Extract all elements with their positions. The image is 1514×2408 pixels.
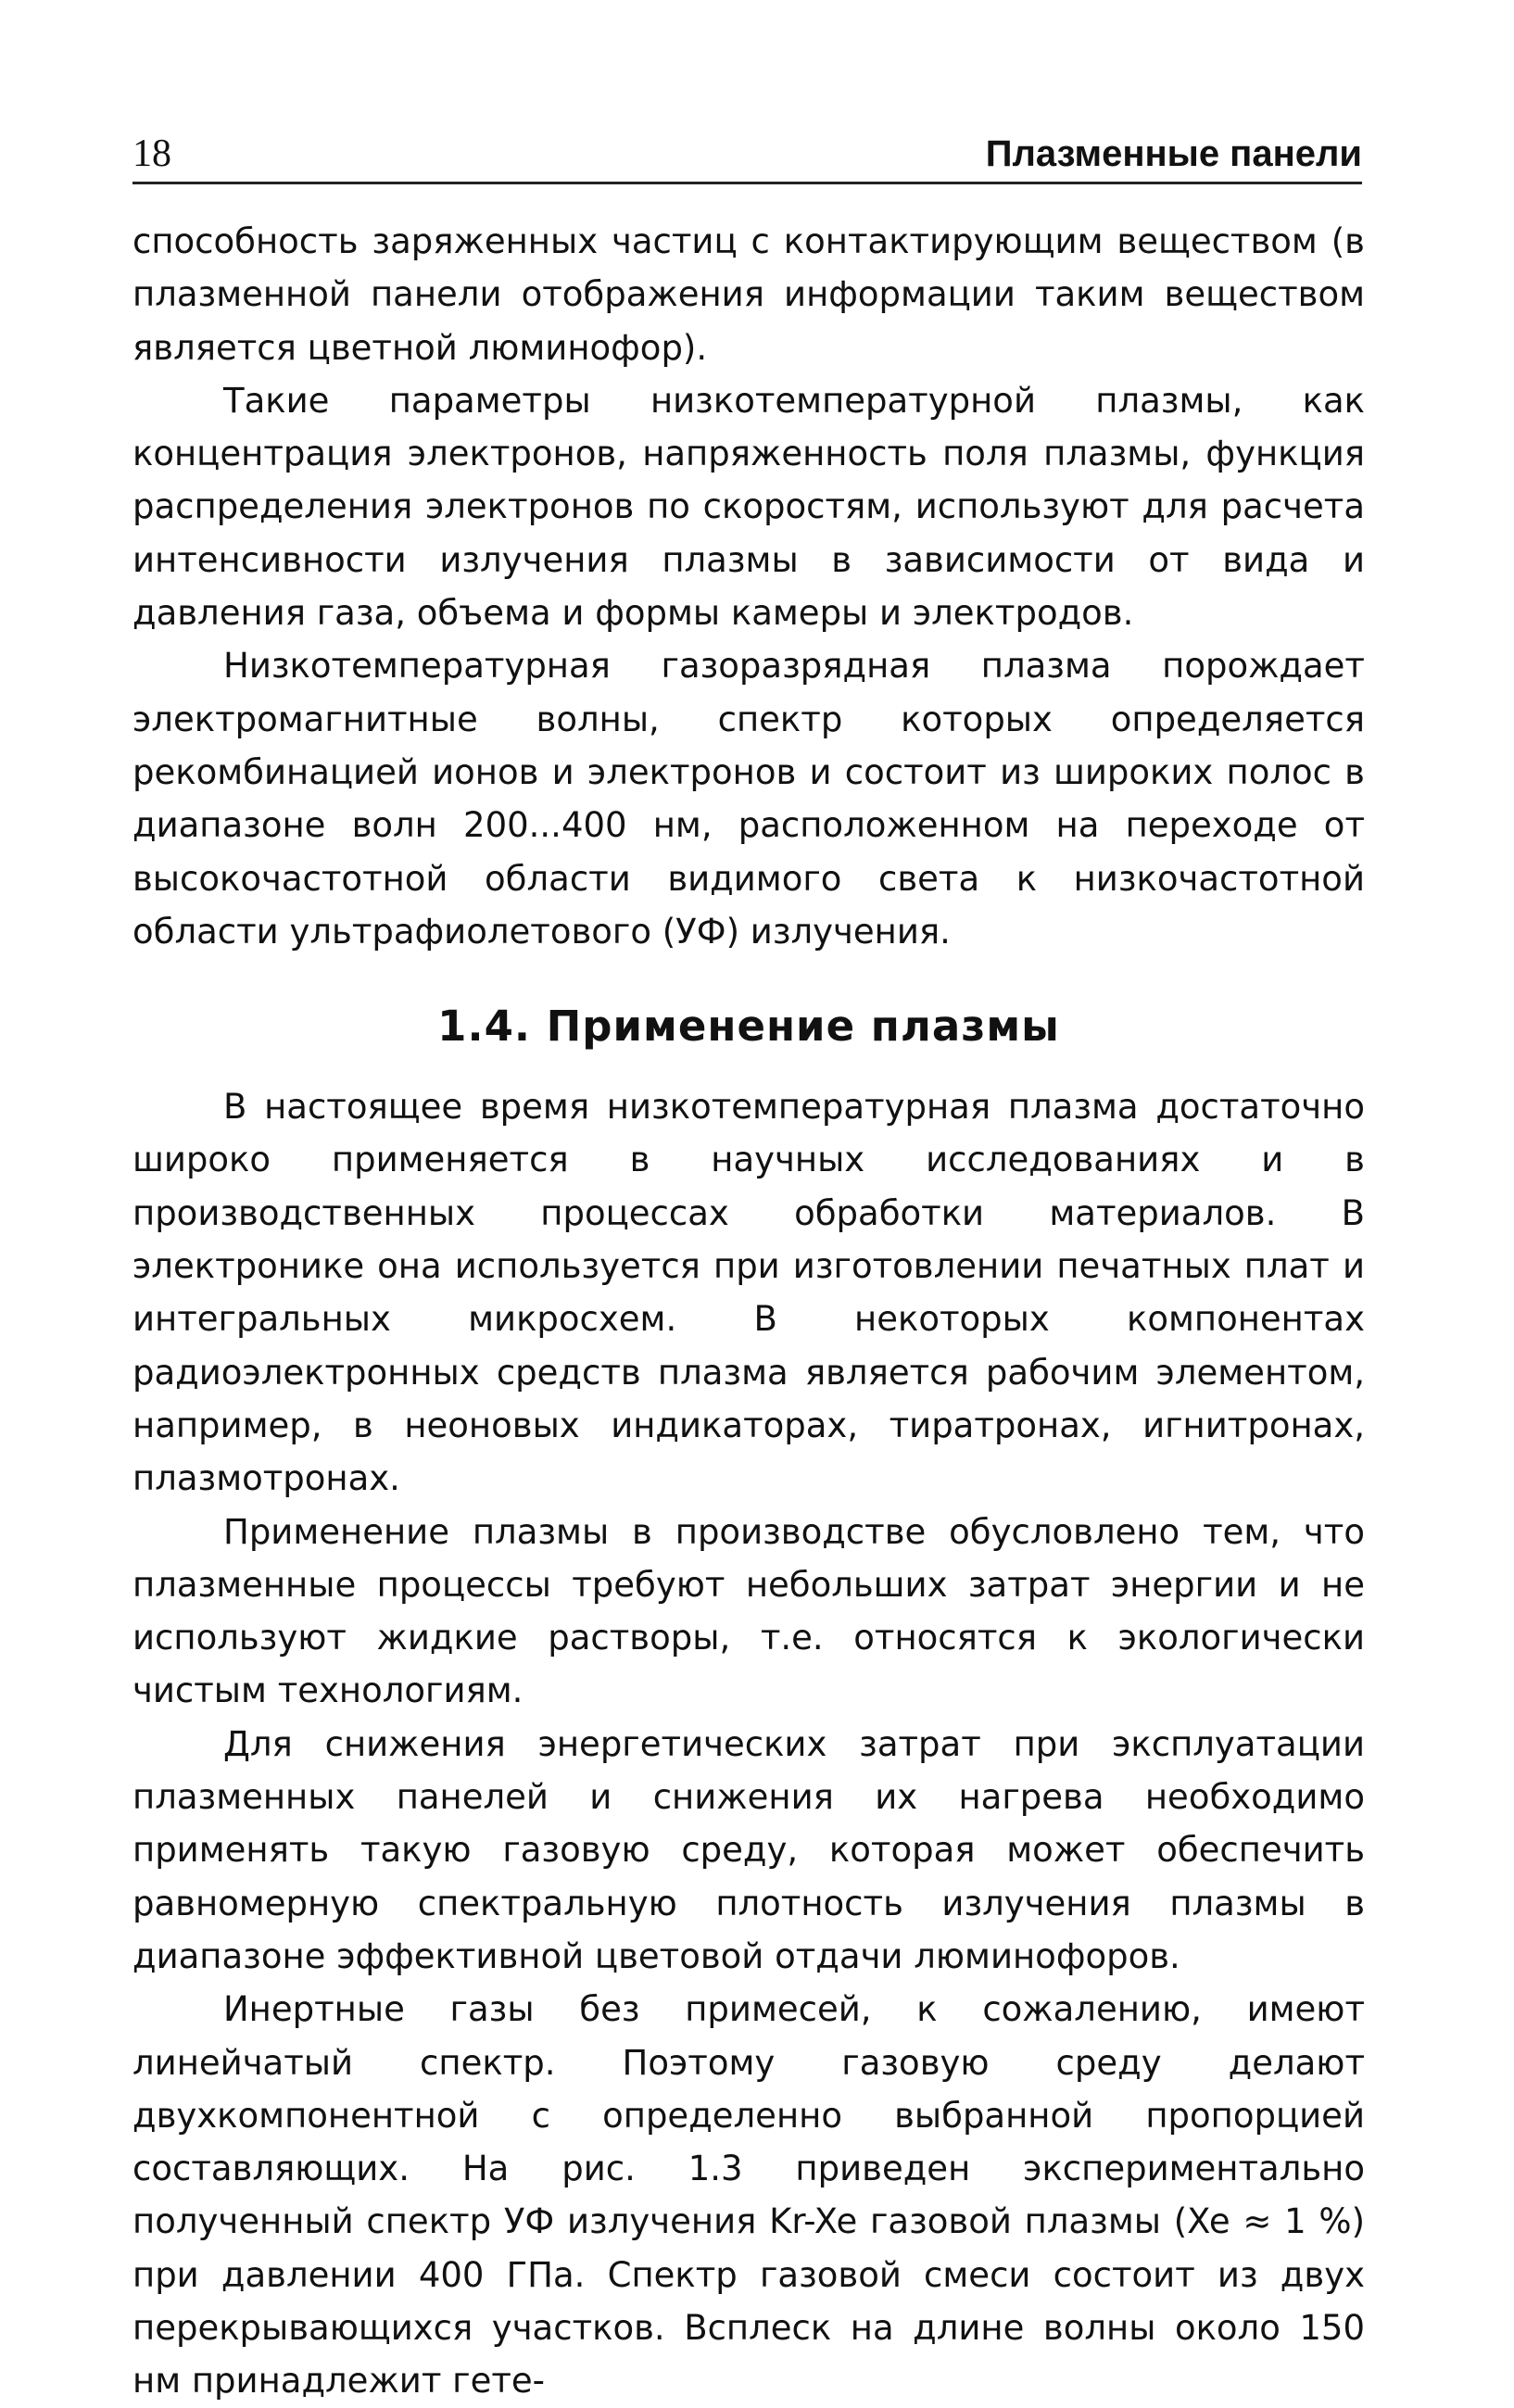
paragraph: В настоящее время низкотемпературная плазма достаточно широко применяется в научных исследованиях и в производственных процессах обработки материалов. В электронике она используется при изготовлении печатных плат и интегральных микросхем. В некоторых компонентах радиоэлектронных средств плазма является рабочим элементом, например, в неоновых индикаторах, тиратронах, игнитронах, плазмотронах. xyxy=(132,1087,1365,1499)
paragraph: Инертные газы без примесей, к сожалению, имеют линейчатый спектр. Поэтому газовую среду делают двухкомпонентной с определенно выбранной пропорцией составляющих. На рис. 1.3 приведен экспериментально полученный спектр УФ излучения Kr-Xe газовой плазмы (Xe ≈ 1 %) при давлении 400 ГПа. Спектр газовой смеси состоит из двух перекрывающихся участков. Всплеск на длине волны около 150 нм принадлежит гете- xyxy=(132,1989,1365,2402)
paragraph: Низкотемпературная газоразрядная плазма порождает электромагнитные волны, спектр которых определяется рекомбинацией ионов и электронов и состоит из широких полос в диапазоне волн 200...400 нм, расположенном на переходе от высокочастотной области видимого света к низкочастотной области ультрафиолетового (УФ) излучения. xyxy=(132,646,1365,952)
page-number: 18 xyxy=(132,132,171,175)
header-rule xyxy=(132,182,1362,184)
paragraph-continued: способность заряженных частиц с контактирующим веществом (в плазменной панели отображения информации таким веществом является цветной люминофор). xyxy=(132,221,1365,368)
section-heading: 1.4. Применение плазмы xyxy=(437,1002,1060,1052)
paragraph: Для снижения энергетических затрат при эксплуатации плазменных панелей и снижения их нагрева необходимо применять такую газовую среду, которая может обеспечить равномерную спектральную плотность излучения плазмы в диапазоне эффективной цветовой отдачи люминофоров. xyxy=(132,1723,1365,1976)
body-text xyxy=(132,215,1365,2408)
paragraph: Применение плазмы в производстве обусловлено тем, что плазменные процессы требуют небольших затрат энергии и не используют жидкие растворы, т.е. относятся к экологически чистым технологиям. xyxy=(132,1511,1365,1711)
page-header xyxy=(132,130,1362,178)
paragraph: Такие параметры низкотемпературной плазмы, как концентрация электронов, напряженность поля плазмы, функция распределения электронов по скоростям, используют для расчета интенсивности излучения плазмы в зависимости от вида и давления газа, объема и формы камеры и электродов. xyxy=(132,380,1365,634)
running-title: Плазменные панели xyxy=(985,133,1362,174)
